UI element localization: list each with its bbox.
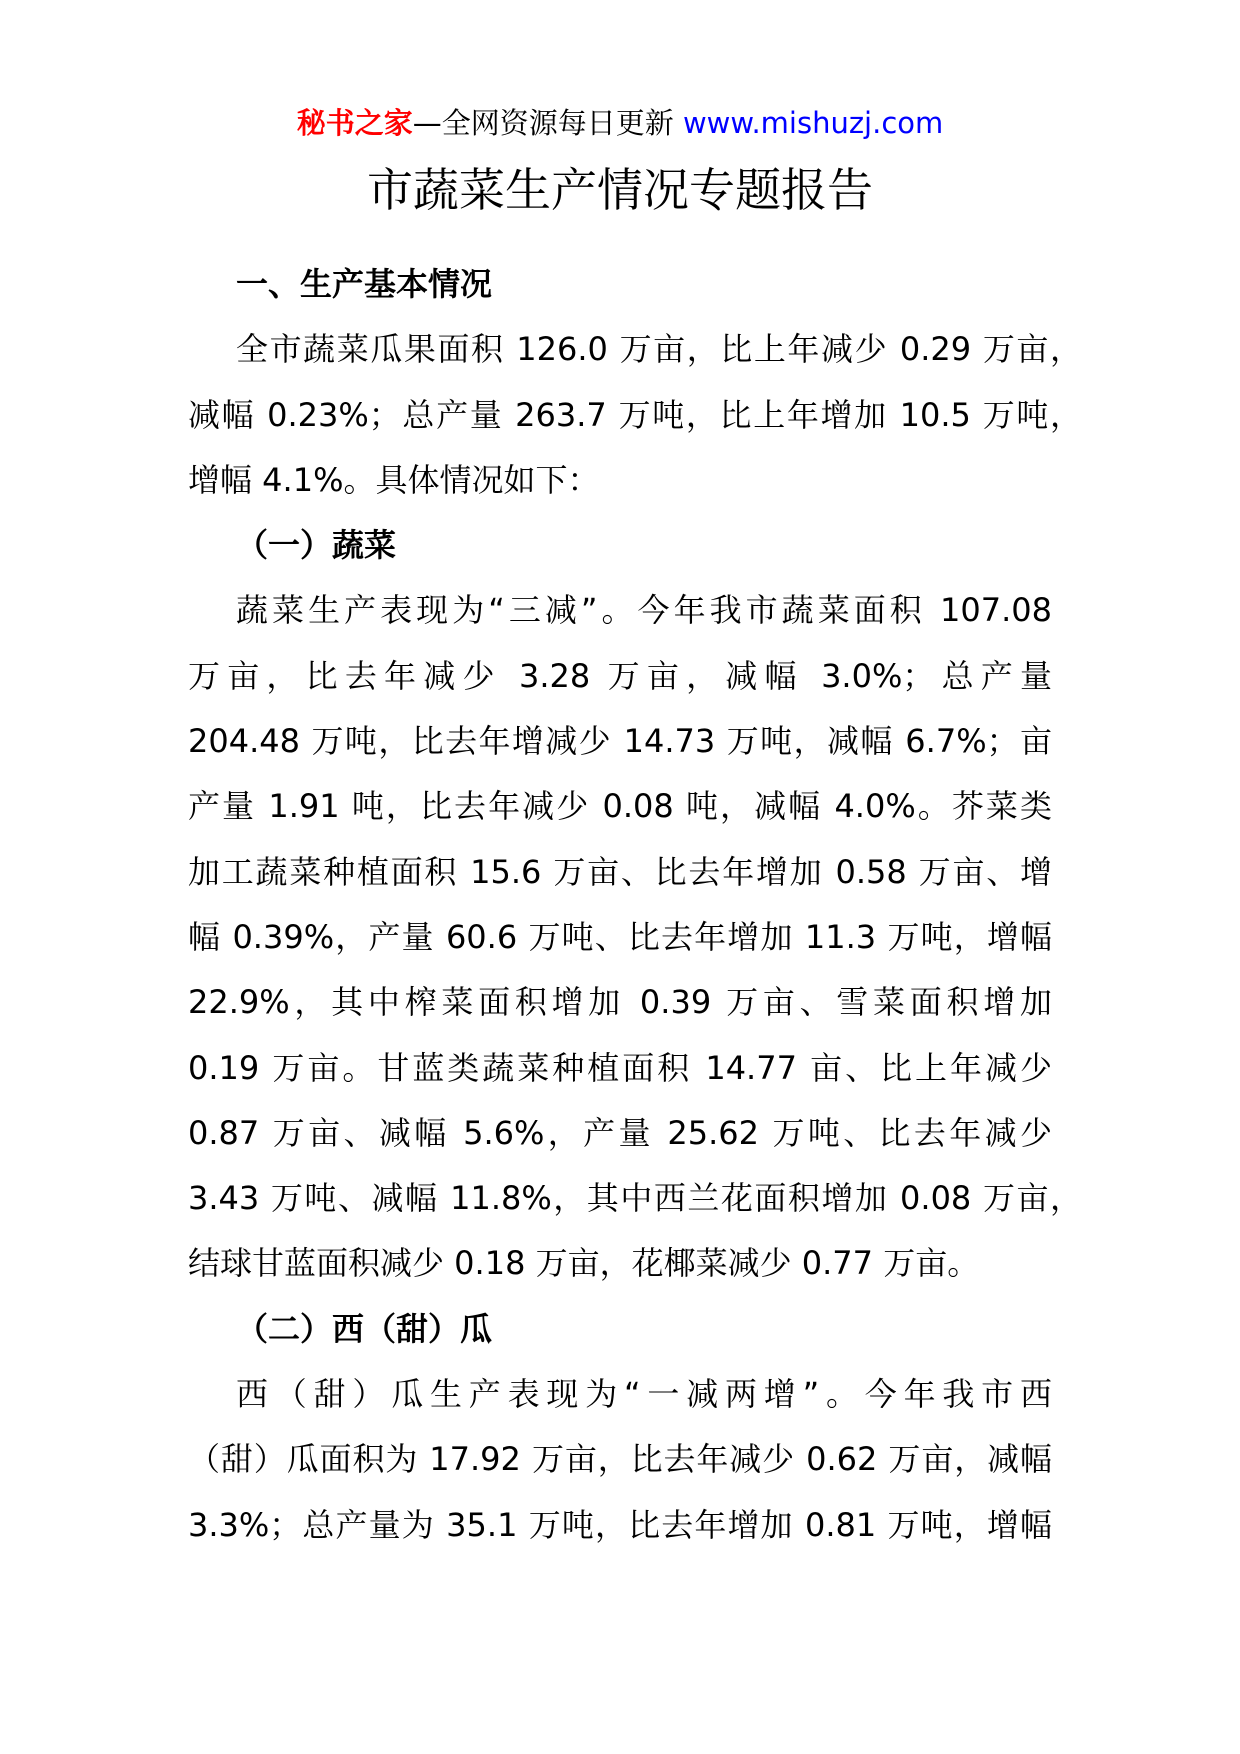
paragraph-line: 204.48 万吨，比去年增减少 14.73 万吨，减幅 6.7%；亩: [188, 722, 1052, 761]
document-title: 市蔬菜生产情况专题报告: [367, 163, 873, 217]
paragraph-line: 幅 0.39%，产量 60.6 万吨、比去年增加 11.3 万吨，增幅: [188, 917, 1052, 956]
brand-name: 秘书之家: [296, 106, 413, 140]
melon-paragraph: [188, 1362, 1052, 1558]
site-url: www.mishuzj.com: [682, 106, 944, 140]
paragraph-line: 万亩，比去年减少 3.28 万亩，减幅 3.0%；总产量: [188, 656, 1052, 695]
intro-paragraph: [188, 317, 1082, 513]
paragraph-line: （甜）瓜面积为 17.92 万亩，比去年减少 0.62 万亩，减幅: [188, 1440, 1052, 1479]
paragraph-line: 减幅 0.23%；总产量 263.7 万吨，比上年增加 10.5 万吨，: [188, 395, 1082, 434]
paragraph-line: 结球甘蓝面积减少 0.18 万亩，花椰菜减少 0.77 万亩。: [188, 1244, 980, 1283]
header-tagline: —全网资源每日更新: [412, 106, 674, 140]
paragraph-line: 3.3%；总产量为 35.1 万吨，比去年增加 0.81 万吨，增幅: [188, 1505, 1052, 1544]
paragraph-line: 0.87 万亩、减幅 5.6%，产量 25.62 万吨、比去年减少: [188, 1113, 1052, 1152]
paragraph-line: 增幅 4.1%。具体情况如下：: [188, 460, 600, 499]
paragraph-line: 产量 1.91 吨，比去年减少 0.08 吨，减幅 4.0%。芥菜类: [188, 787, 1052, 826]
document-body: [188, 252, 1082, 1558]
subsection-heading: （一）蔬菜: [236, 526, 397, 565]
paragraph-line: 西（甜）瓜生产表现为“一减两增”。今年我市西: [236, 1375, 1052, 1414]
paragraph-line: 蔬菜生产表现为“三减”。今年我市蔬菜面积 107.08: [236, 591, 1052, 630]
section-heading: 一、生产基本情况: [236, 265, 493, 303]
vegetable-paragraph: [188, 578, 1082, 1296]
paragraph-line: 22.9%，其中榨菜面积增加 0.39 万亩、雪菜面积增加: [188, 983, 1052, 1022]
site-header: [0, 101, 1240, 145]
paragraph-line: 0.19 万亩。甘蓝类蔬菜种植面积 14.77 亩、比上年减少: [188, 1048, 1052, 1087]
paragraph-line: 3.43 万吨、减幅 11.8%，其中西兰花面积增加 0.08 万亩，: [188, 1179, 1082, 1218]
subsection-heading: （二）西（甜）瓜: [236, 1309, 493, 1348]
paragraph-line: 全市蔬菜瓜果面积 126.0 万亩，比上年减少 0.29 万亩，: [236, 330, 1082, 369]
paragraph-line: 加工蔬菜种植面积 15.6 万亩、比去年增加 0.58 万亩、增: [188, 852, 1052, 891]
